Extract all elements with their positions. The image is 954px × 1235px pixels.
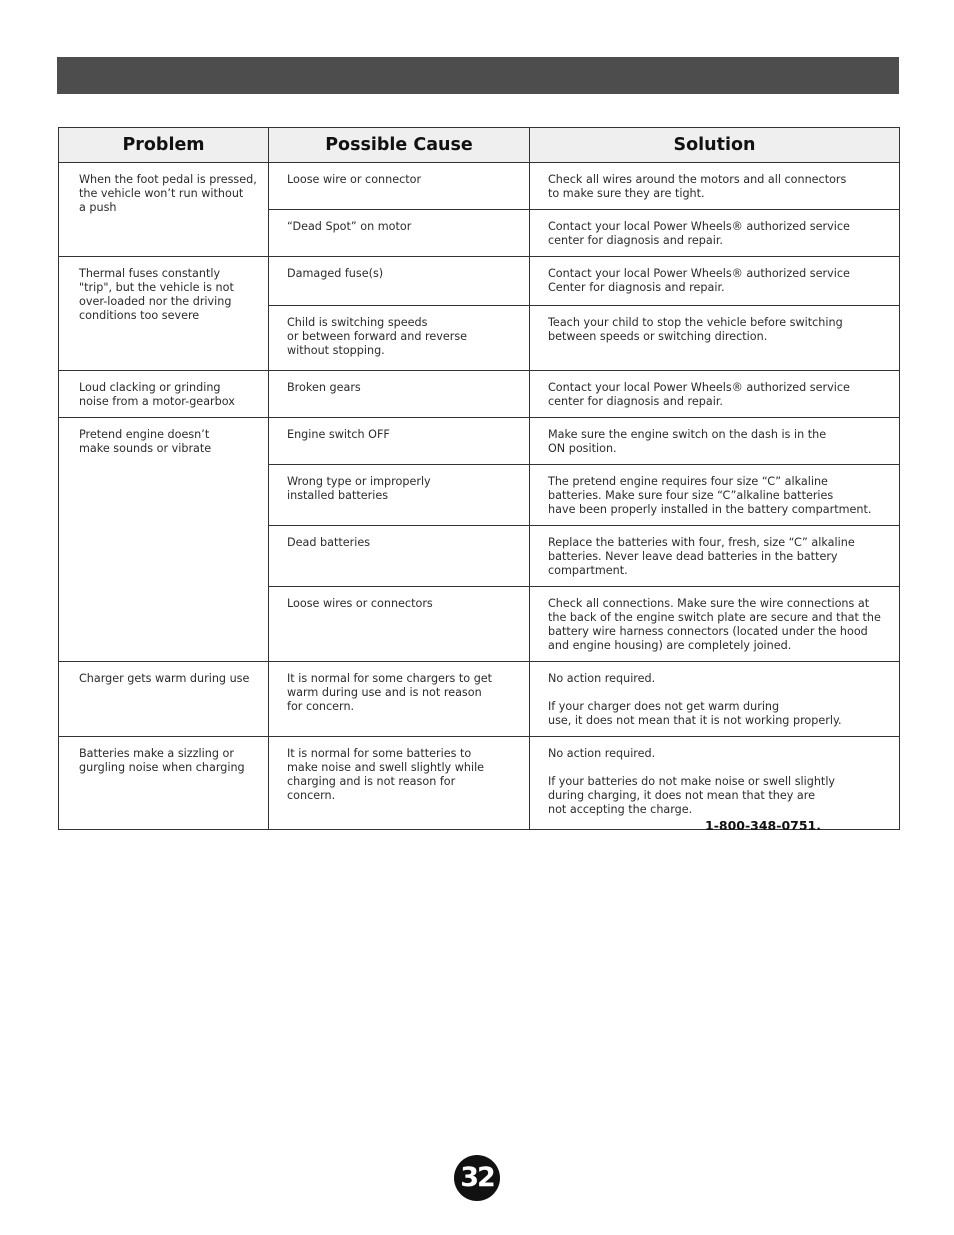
cause-cell: Wrong type or improperly installed batteries — [269, 465, 530, 526]
table-row — [59, 737, 900, 830]
solution-cell: No action required. If your charger does not get warm during use, it does not mean that it is not working properly. — [530, 662, 900, 737]
phone-number: 1-800-348-0751. — [705, 818, 821, 833]
solution-cell: Teach your child to stop the vehicle before switching between speeds or switching direction. — [530, 306, 900, 371]
problem-cell: Charger gets warm during use — [59, 662, 269, 737]
header-solution: Solution — [530, 128, 900, 163]
problem-cell: Batteries make a sizzling or gurgling noise when charging — [59, 737, 269, 830]
header-possible-cause: Possible Cause — [269, 128, 530, 163]
problem-cell: Pretend engine doesn’t make sounds or vibrate — [59, 418, 269, 662]
solution-cell: Check all connections. Make sure the wire connections at the back of the engine switch plate are secure and that the battery wire harness connectors (located under the hood and engine housing) are completely joined. — [530, 587, 900, 662]
cause-cell: It is normal for some chargers to get warm during use and is not reason for concern. — [269, 662, 530, 737]
table-row — [59, 662, 900, 737]
cause-cell: Damaged fuse(s) — [269, 257, 530, 306]
table-row — [59, 371, 900, 418]
page-number-badge: 32 — [454, 1155, 500, 1201]
problem-cell: Thermal fuses constantly "trip", but the vehicle is not over-loaded nor the driving conditions too severe — [59, 257, 269, 371]
troubleshooting-table — [58, 127, 900, 830]
solution-cell: Make sure the engine switch on the dash is in the ON position. — [530, 418, 900, 465]
solution-cell: Check all wires around the motors and all connectors to make sure they are tight. — [530, 163, 900, 210]
cause-cell: Dead batteries — [269, 526, 530, 587]
table-header-row — [59, 128, 900, 163]
cause-cell: Loose wires or connectors — [269, 587, 530, 662]
table-row — [59, 418, 900, 465]
cause-cell: Broken gears — [269, 371, 530, 418]
table-row — [59, 257, 900, 306]
table-row — [59, 163, 900, 210]
solution-cell: Contact your local Power Wheels® authorized service Center for diagnosis and repair. — [530, 257, 900, 306]
cause-cell: Engine switch OFF — [269, 418, 530, 465]
cause-cell: It is normal for some batteries to make noise and swell slightly while charging and is not reason for concern. — [269, 737, 530, 830]
solution-cell: Replace the batteries with four, fresh, size “C” alkaline batteries. Never leave dead batteries in the battery compartment. — [530, 526, 900, 587]
solution-cell: Contact your local Power Wheels® authorized service center for diagnosis and repair. — [530, 371, 900, 418]
header-bar — [57, 57, 899, 94]
solution-cell: Contact your local Power Wheels® authorized service center for diagnosis and repair. — [530, 210, 900, 257]
cause-cell: Child is switching speeds or between forward and reverse without stopping. — [269, 306, 530, 371]
problem-cell: When the foot pedal is pressed, the vehicle won’t run without a push — [59, 163, 269, 257]
header-problem: Problem — [59, 128, 269, 163]
table-body — [59, 163, 900, 830]
cause-cell: “Dead Spot” on motor — [269, 210, 530, 257]
solution-cell: The pretend engine requires four size “C” alkaline batteries. Make sure four size “C”alkaline batteries have been properly installed in the battery compartment. — [530, 465, 900, 526]
cause-cell: Loose wire or connector — [269, 163, 530, 210]
solution-cell: No action required. If your batteries do not make noise or swell slightly during charging, it does not mean that they are not accepting the charge. — [530, 737, 900, 830]
problem-cell: Loud clacking or grinding noise from a motor-gearbox — [59, 371, 269, 418]
